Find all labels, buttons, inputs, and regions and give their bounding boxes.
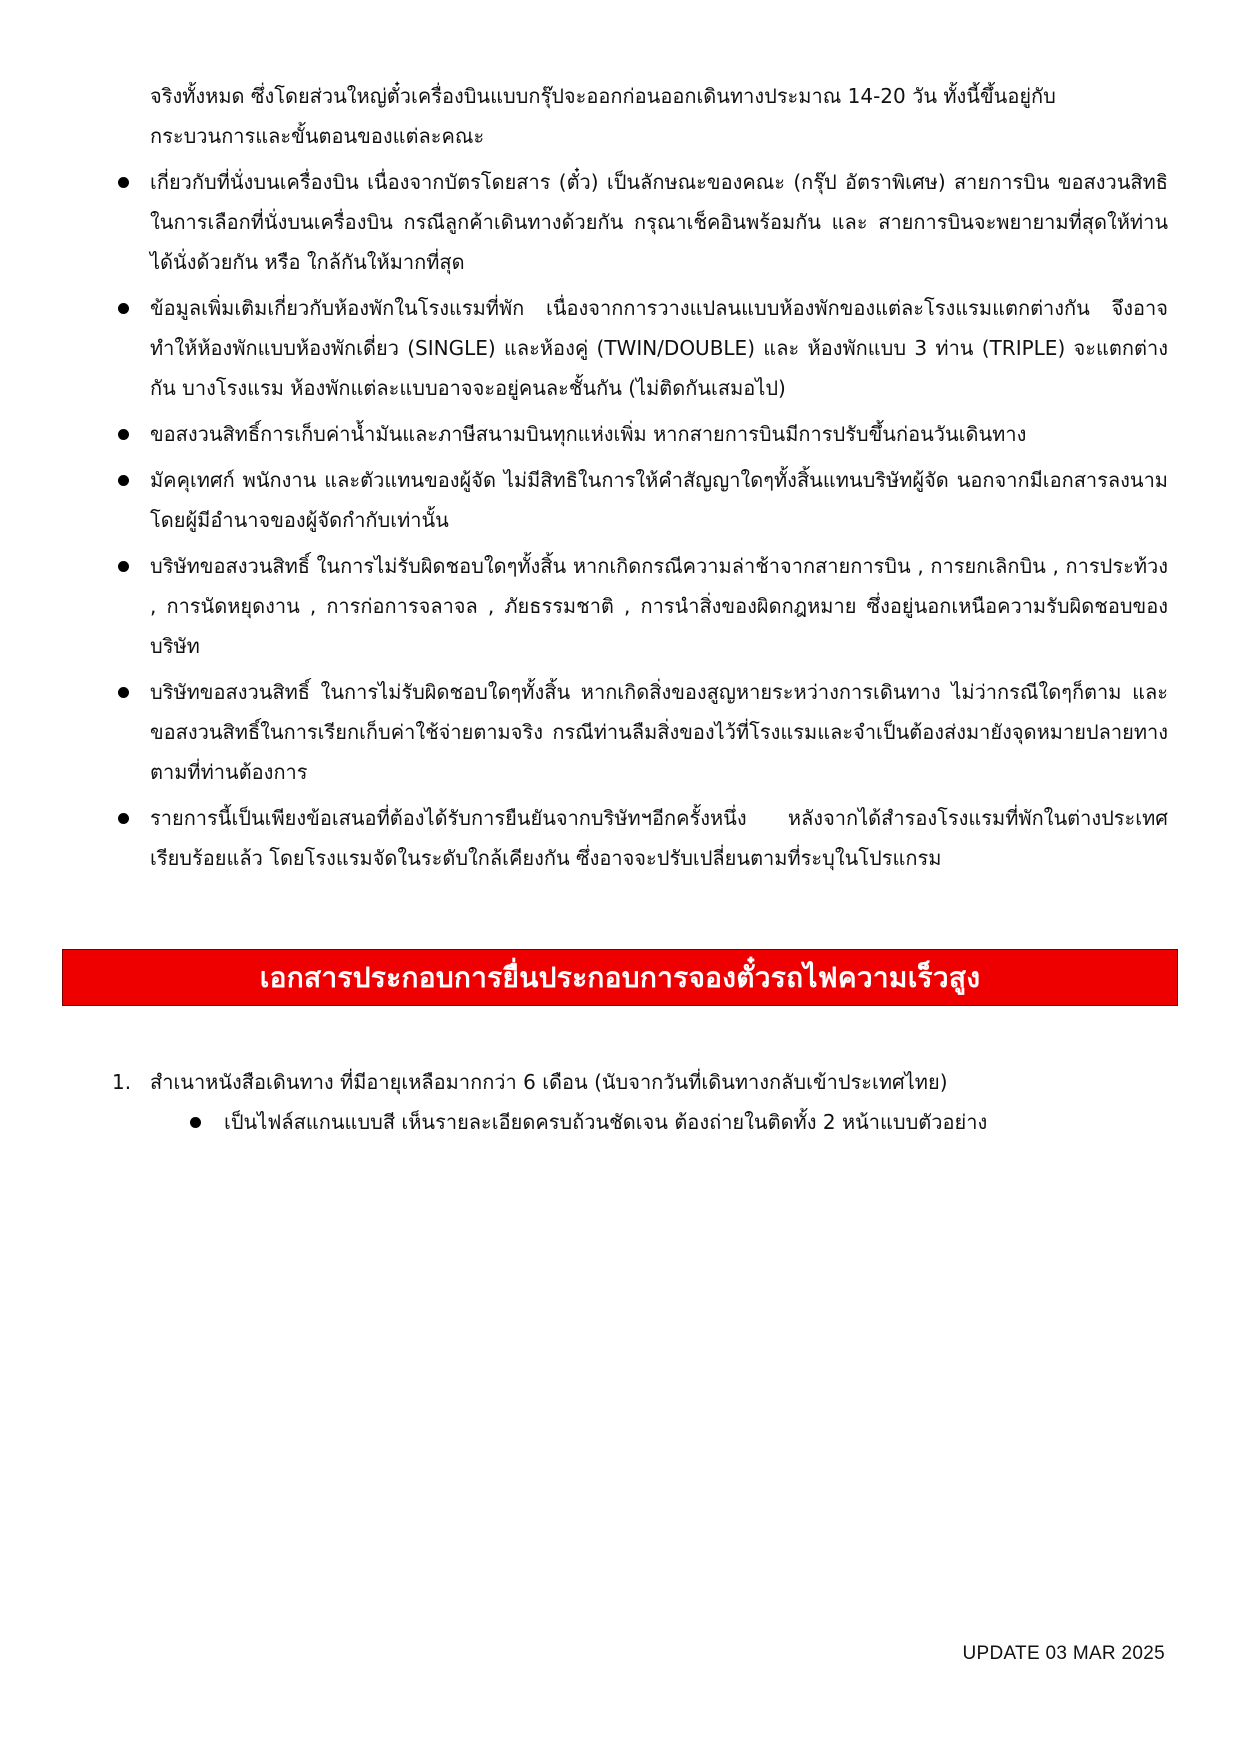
bullet-dot-icon — [118, 813, 129, 824]
bullet-item-offer — [150, 798, 1168, 878]
terms-section — [150, 76, 1168, 884]
bullet-text: บริษัทขอสงวนสิทธิ์ ในการไม่รับผิดชอบใดๆทั้งสิ้น หากเกิดกรณีความล่าช้าจากสายการบิน , การยกเลิกบิน , การประท้วง , การนัดหยุดงาน , การก่อการจลาจล , ภัยธรรมชาติ , การนำสิ่งของผิดกฎหมาย ซึ่งอยู่นอกเหนือความรับผิดชอบของบริษัท — [150, 554, 1168, 658]
intro-line-2: กระบวนการและขั้นตอนของแต่ละคณะ — [150, 124, 485, 148]
bullet-dot-icon — [118, 429, 129, 440]
terms-bullet-list — [150, 162, 1168, 878]
bullet-dot-icon — [118, 177, 129, 188]
intro-line-1: จริงทั้งหมด ซึ่งโดยส่วนใหญ่ตั๋วเครื่องบินแบบกรุ๊ปจะออกก่อนออกเดินทางประมาณ 14-20 วัน ทั้งนี้ขึ้นอยู่กับ — [150, 84, 1056, 108]
bullet-dot-icon — [118, 303, 129, 314]
documents-list — [112, 1062, 1172, 1142]
bullet-text: บริษัทขอสงวนสิทธิ์ ในการไม่รับผิดชอบใดๆทั้งสิ้น หากเกิดสิ่งของสูญหายระหว่างการเดินทาง ไม่ว่ากรณีใดๆก็ตาม และ ขอสงวนสิทธิ์ในการเรียกเก็บค่าใช้จ่ายตามจริง กรณีท่านลืมสิ่งของไว้ที่โรงแรมและจำเป็นต้องส่งมายังจุดหมายปลายทางตามที่ท่านต้องการ — [150, 680, 1168, 784]
document-sub-item — [224, 1102, 1172, 1142]
document-item — [112, 1062, 1172, 1102]
bullet-item-liability-delay — [150, 546, 1168, 666]
bullet-text: ข้อมูลเพิ่มเติมเกี่ยวกับห้องพักในโรงแรมที่พัก เนื่องจากการวางแปลนแบบห้องพักของแต่ละโรงแรมแตกต่างกัน จึงอาจทำให้ห้องพักแบบห้องพักเดี่ยว (SINGLE) และห้องคู่ (TWIN/DOUBLE) และ ห้องพักแบบ 3 ท่าน (TRIPLE) จะแตกต่างกัน บางโรงแรม ห้องพักแต่ละแบบอาจจะอยู่คนละชั้นกัน (ไม่ติดกันเสมอไป) — [150, 296, 1168, 400]
bullet-dot-icon — [190, 1117, 201, 1128]
bullet-text: มัคคุเทศก์ พนักงาน และตัวแทนของผู้จัด ไม่มีสิทธิในการให้คำสัญญาใดๆทั้งสิ้นแทนบริษัทผู้จัด นอกจากมีเอกสารลงนามโดยผู้มีอำนาจของผู้จัดกำกับเท่านั้น — [150, 468, 1168, 532]
bullet-text: ขอสงวนสิทธิ์การเก็บค่าน้ำมันและภาษีสนามบินทุกแห่งเพิ่ม หากสายการบินมีการปรับขึ้นก่อนวันเดินทาง — [150, 422, 1027, 446]
bullet-item-fuel-tax — [150, 414, 1168, 454]
document-text: สำเนาหนังสือเดินทาง ที่มีอายุเหลือมากกว่า 6 เดือน (นับจากวันที่เดินทางกลับเข้าประเทศไทย) — [150, 1070, 948, 1094]
bullet-item-seating — [150, 162, 1168, 282]
document-sub-text: เป็นไฟล์สแกนแบบสี เห็นรายละเอียดครบถ้วนชัดเจน ต้องถ่ายในติดทั้ง 2 หน้าแบบตัวอย่าง — [224, 1110, 988, 1134]
bullet-dot-icon — [118, 475, 129, 486]
bullet-dot-icon — [118, 687, 129, 698]
bullet-text: รายการนี้เป็นเพียงข้อเสนอที่ต้องได้รับการยืนยันจากบริษัทฯอีกครั้งหนึ่ง หลังจากได้สำรองโรงแรมที่พักในต่างประเทศเรียบร้อยแล้ว โดยโรงแรมจัดในระดับใกล้เคียงกัน ซึ่งอาจจะปรับเปลี่ยนตามที่ระบุในโปรแกรม — [150, 806, 1168, 870]
update-footer: UPDATE 03 MAR 2025 — [962, 1643, 1165, 1664]
section-heading: เอกสารประกอบการยื่นประกอบการจองตั๋วรถไฟความเร็วสูง — [259, 960, 981, 994]
bullet-item-liability-loss — [150, 672, 1168, 792]
document-number: 1. — [112, 1070, 132, 1094]
bullet-text: เกี่ยวกับที่นั่งบนเครื่องบิน เนื่องจากบัตรโดยสาร (ตั๋ว) เป็นลักษณะของคณะ (กรุ๊ป อัตราพิเศษ) สายการบิน ขอสงวนสิทธิในการเลือกที่นั่งบนเครื่องบิน กรณีลูกค้าเดินทางด้วยกัน กรุณาเช็คอินพร้อมกัน และ สายการบินจะพยายามที่สุดให้ท่านได้นั่งด้วยกัน หรือ ใกล้กันให้มากที่สุด — [150, 170, 1168, 274]
bullet-dot-icon — [118, 561, 129, 572]
bullet-item-rooms — [150, 288, 1168, 408]
section-banner — [62, 949, 1178, 1006]
bullet-item-guide — [150, 460, 1168, 540]
